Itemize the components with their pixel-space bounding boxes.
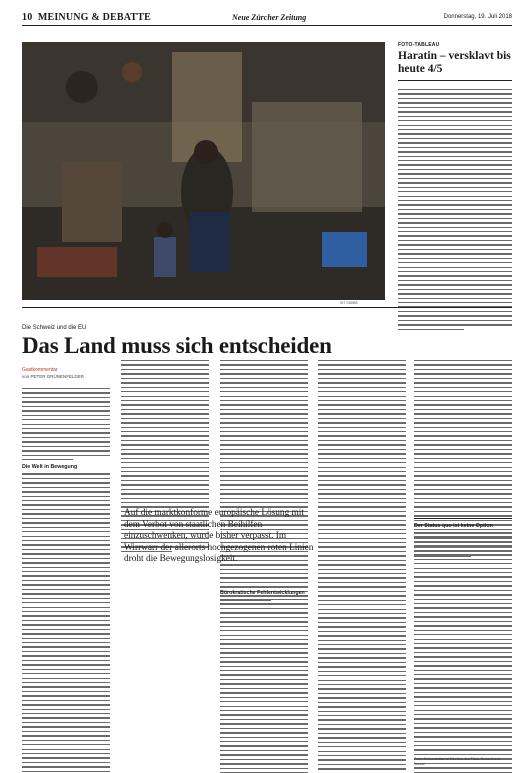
sidebar-title: Haratin – versklavt bis heute 4/5 bbox=[398, 50, 511, 75]
byline-author: von PETER GRÜNENFELDER bbox=[22, 374, 85, 379]
sidebar-body-text bbox=[398, 89, 512, 330]
article-column-3-lower bbox=[220, 586, 308, 773]
column-1-text-b bbox=[22, 473, 110, 773]
box-text bbox=[414, 532, 512, 773]
sidebar-divider bbox=[398, 80, 512, 81]
article-kicker: Die Schweiz und die EU bbox=[22, 325, 87, 331]
byline bbox=[22, 367, 112, 379]
photo-tableau-image bbox=[22, 42, 385, 300]
newspaper-masthead: Neue Zürcher Zeitung bbox=[232, 13, 307, 22]
column-1-text-a bbox=[22, 388, 110, 460]
article-column-1 bbox=[22, 388, 110, 773]
article-column-4 bbox=[318, 360, 406, 773]
column-4-text bbox=[318, 360, 406, 773]
status-quo-box bbox=[414, 518, 512, 773]
photo-tableau-sidebar bbox=[398, 42, 512, 333]
photo-credit: SIT SIDIBÉ bbox=[340, 301, 358, 305]
issue-date: Donnerstag, 19. Juli 2018 bbox=[443, 14, 512, 20]
article-headline: Das Land muss sich entscheiden bbox=[22, 333, 332, 358]
page-header bbox=[22, 12, 512, 26]
subhead-world-in-motion: Die Welt in Bewegung bbox=[22, 464, 78, 471]
subhead-bureaucratic: Bürokratische Fehlentwicklungen bbox=[220, 590, 305, 596]
page-number-section: 10 MEINUNG & DEBATTE bbox=[22, 12, 152, 23]
box-divider bbox=[414, 518, 512, 519]
photo-scene bbox=[22, 42, 385, 300]
article-divider bbox=[22, 307, 512, 308]
author-bio: Peter Grünenfelder ist Direktor des Think-Tanks Avenir Suisse. bbox=[414, 757, 501, 766]
column-3-text-b bbox=[220, 599, 308, 773]
pull-quote: Auf die marktkonforme europäische Lösung mit dem Verbot von staatlichen Beihilfen einzuschwenken, wurde bisher verpasst. Im Wirrwarr der allerorts hochgezogenen roten Linien droht die Bewegungslosigkeit. bbox=[124, 508, 314, 564]
sidebar-kicker: FOTO-TABLEAU bbox=[398, 42, 440, 48]
byline-label: Gastkommentar bbox=[22, 367, 58, 373]
box-title: Der Status quo ist keine Option bbox=[414, 523, 493, 529]
article-column-3 bbox=[220, 360, 308, 604]
